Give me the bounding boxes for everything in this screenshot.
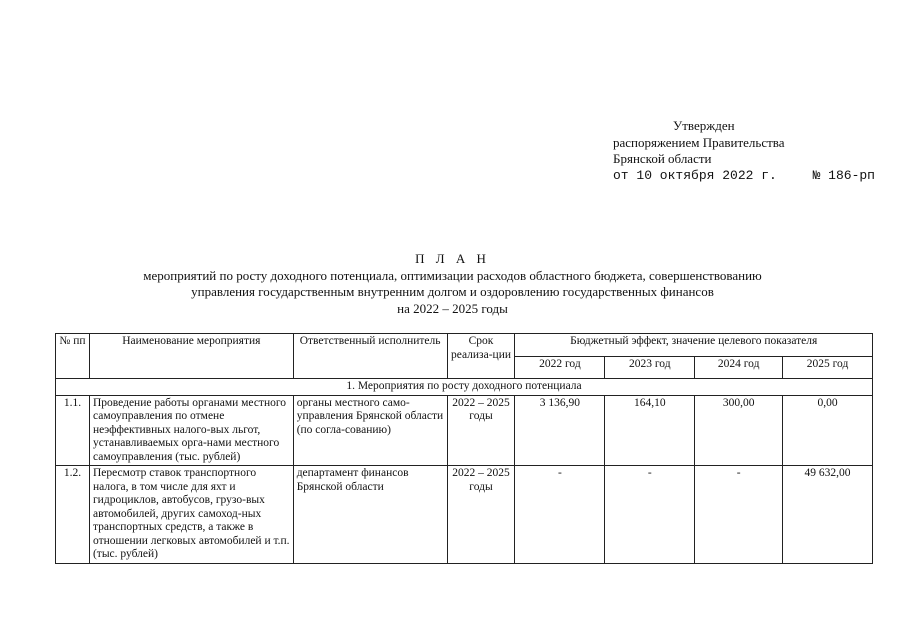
row-value-2023: - <box>605 466 695 564</box>
row-value-2023: 164,10 <box>605 395 695 466</box>
section-title: 1. Мероприятия по росту доходного потенциала <box>56 379 873 396</box>
title-line-2: управления государственным внутренним долгом и оздоровлению государственных финансов <box>191 284 714 299</box>
header-2022: 2022 год <box>515 356 605 379</box>
header-num: № пп <box>56 334 90 379</box>
row-value-2024: 300,00 <box>695 395 783 466</box>
header-2023: 2023 год <box>605 356 695 379</box>
row-value-2024: - <box>695 466 783 564</box>
approval-line-region: Брянской области <box>613 151 712 166</box>
approval-date-number <box>613 168 875 185</box>
row-term: 2022 – 2025 годы <box>447 466 515 564</box>
header-name: Наименование мероприятия <box>89 334 293 379</box>
row-value-2022: 3 136,90 <box>515 395 605 466</box>
row-term: 2022 – 2025 годы <box>447 395 515 466</box>
approval-date: от 10 октября 2022 г. <box>613 167 777 183</box>
section-row <box>56 379 873 396</box>
table-row <box>56 395 873 466</box>
row-value-2022: - <box>515 466 605 564</box>
row-name: Пересмотр ставок транспортного налога, в том числе для яхт и гидроциклов, автобусов, грузо-вых автомобилей, других самоход-ных транспортных средств, а также в отношении легковых автомобилей и т.п. (тыс. рублей) <box>89 466 293 564</box>
row-responsible: органы местного само-управления Брянской области (по согла-сованию) <box>293 395 447 466</box>
approval-number: № 186-рп <box>812 167 875 183</box>
document-title <box>40 251 865 317</box>
title-plan: П Л А Н <box>415 251 490 266</box>
title-line-3: на 2022 – 2025 годы <box>397 300 508 316</box>
table-row <box>56 466 873 564</box>
header-responsible: Ответственный исполнитель <box>293 334 447 379</box>
approval-line-approved: Утвержден <box>673 118 735 133</box>
table-header-row <box>56 334 873 357</box>
row-value-2025: 49 632,00 <box>783 466 873 564</box>
row-name: Проведение работы органами местного самоуправления по отмене неэффективных налого-вых льгот, устанавливаемых орга-нами местного самоуправления (тыс. рублей) <box>89 395 293 466</box>
row-num: 1.1. <box>56 395 90 466</box>
row-num: 1.2. <box>56 466 90 564</box>
title-line-1: мероприятий по росту доходного потенциала, оптимизации расходов областного бюджета, совершенствованию <box>143 267 762 283</box>
row-value-2025: 0,00 <box>783 395 873 466</box>
plan-table <box>55 333 873 564</box>
header-2024: 2024 год <box>695 356 783 379</box>
approval-stamp <box>613 118 883 184</box>
row-responsible: департамент финансов Брянской области <box>293 466 447 564</box>
header-effect: Бюджетный эффект, значение целевого показателя <box>515 334 873 357</box>
header-2025: 2025 год <box>783 356 873 379</box>
header-term: Срок реализа-ции <box>447 334 515 379</box>
approval-line-order: распоряжением Правительства <box>613 134 785 150</box>
